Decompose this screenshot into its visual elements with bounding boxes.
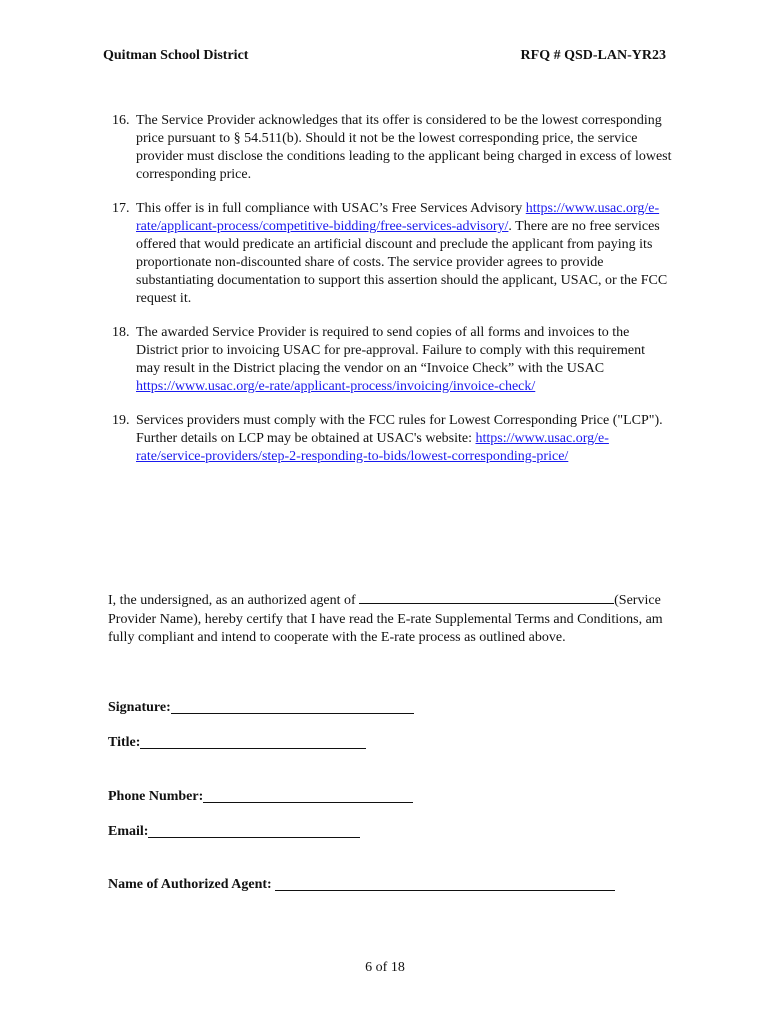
phone-number-label: Phone Number: (108, 789, 204, 804)
header-rfq-number: RFQ # QSD-LAN-YR23 (520, 48, 666, 63)
term-text-part: . There are no free services offered that would predicate an artificial discount and preclude the applicant from paying its proportionate non-discounted share of costs. The service provider agrees to provide substantiating documentation to support this assertion should the applicant, USAC, or the FCC request it. (136, 219, 668, 306)
authorized-agent-field (108, 875, 615, 893)
phone-number-field (108, 787, 413, 805)
term-text (136, 412, 672, 466)
phone-number-line[interactable] (203, 788, 413, 803)
title-field (108, 733, 366, 751)
term-text (136, 324, 672, 396)
free-services-advisory-link[interactable]: https://www.usac.org/e-rate/applicant-process/competitive-bidding/free-services-advisory/ (136, 201, 660, 234)
term-item-19 (112, 412, 672, 466)
term-text-part: Services providers must comply with the FCC rules for Lowest Corresponding Price ("LCP"). Further details on LCP may be obtained at USAC's website: (136, 413, 663, 446)
email-field (108, 822, 360, 840)
title-label: Title: (108, 735, 141, 750)
header-district: Quitman School District (103, 48, 249, 63)
term-number: 17. (112, 201, 130, 216)
certification-statement (108, 590, 683, 648)
page-number: 6 of 18 (365, 960, 405, 975)
term-number: 18. (112, 325, 130, 340)
term-number: 19. (112, 413, 130, 428)
lowest-corresponding-price-link[interactable]: https://www.usac.org/e-rate/service-providers/step-2-responding-to-bids/lowest-corresponding-price/ (136, 431, 609, 464)
term-text-part: This offer is in full compliance with USAC’s Free Services Advisory (136, 201, 526, 216)
signature-label: Signature: (108, 700, 171, 715)
authorized-agent-line[interactable] (275, 876, 615, 891)
title-line[interactable] (140, 734, 366, 749)
service-provider-name-blank[interactable] (359, 590, 614, 604)
email-line[interactable] (148, 823, 360, 838)
terms-list (112, 112, 672, 482)
term-text-part: The awarded Service Provider is required to send copies of all forms and invoices to the District prior to invoicing USAC for pre-approval. Failure to comply with this requirement may result in the District placing the vendor on an “Invoice Check” with the USAC (136, 325, 645, 376)
signature-field (108, 698, 414, 716)
term-number: 16. (112, 113, 130, 128)
authorized-agent-label: Name of Authorized Agent: (108, 877, 276, 892)
term-item-17 (112, 200, 672, 308)
signature-line[interactable] (171, 699, 414, 714)
term-item-16 (112, 112, 672, 184)
term-text (136, 200, 672, 308)
term-text (136, 112, 672, 184)
term-text-part: The Service Provider acknowledges that its offer is considered to be the lowest corresponding price pursuant to § 54.511(b). Should it not be the lowest corresponding price, the service provider must disclose the conditions leading to the applicant being charged in excess of lowest corresponding price. (136, 113, 672, 182)
certification-text-before: I, the undersigned, as an authorized agent of (108, 593, 360, 608)
certification-text-after: (Service Provider Name), hereby certify that I have read the E-rate Supplemental Terms and Conditions, am fully compliant and intend to cooperate with the E-rate process as outlined above. (108, 593, 663, 645)
invoice-check-link[interactable]: https://www.usac.org/e-rate/applicant-process/invoicing/invoice-check/ (136, 379, 536, 394)
email-label: Email: (108, 824, 149, 839)
term-item-18 (112, 324, 672, 396)
